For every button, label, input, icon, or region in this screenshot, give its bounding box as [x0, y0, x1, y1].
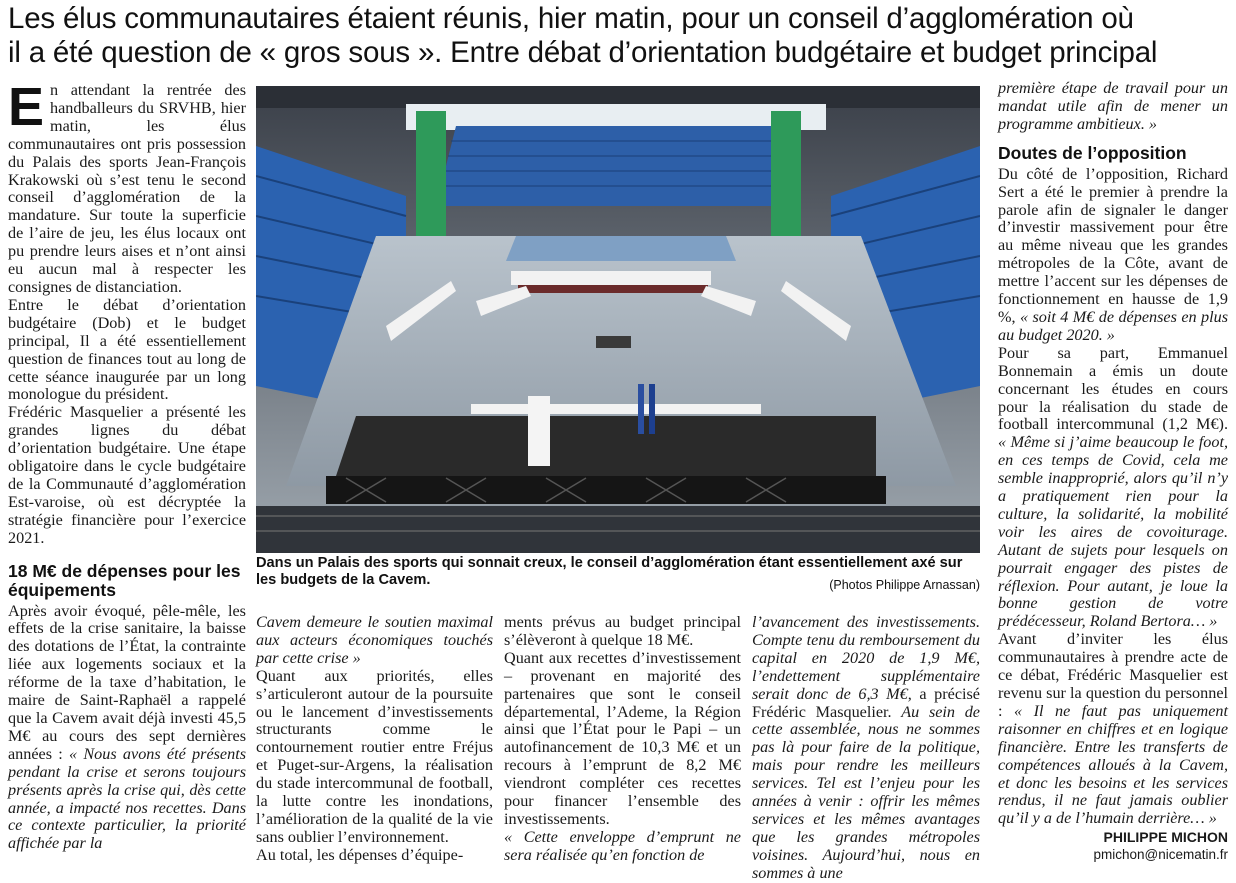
- quote-text: « soit 4 M€ de dépenses en plus au budget 2020. »: [998, 307, 1228, 344]
- paragraph: Quant aux priorités, elles s’articuleront autour de la poursuite ou le lancement d’investissements structurants comme le contournement routier entre Fréjus et Puget-sur-Argens, la réalisation du stade intercommunal de football, la lutte contre les inondations, l’amélioration de la qualité de la vie sans oublier l’environnement.: [256, 666, 493, 846]
- subheading-opposition: Doutes de l’opposition: [998, 142, 1187, 163]
- column-5: [998, 80, 1228, 864]
- headline: [8, 2, 1230, 70]
- column-3: [504, 614, 741, 865]
- lead-paragraph: [8, 77, 246, 297]
- paragraph: [8, 603, 246, 854]
- lead-text: n attendant la rentrée des handballeurs du SRVHB, hier matin, les élus communautaires ont pris possession du Palais des sports Jean-François Krakowski où s’est tenu le second conseil d’agglomération de la mandature. Sur toute la superficie de l’aire de jeu, les élus locaux ont pu prendre leurs aises et n’ont ainsi eu aucun mal à respecter les consignes de distanciation.: [8, 81, 246, 296]
- quote-paragraph: première étape de travail pour un mandat utile afin de mener un programme ambitieux. »: [998, 79, 1228, 133]
- quote-text: « Même si j’aime beaucoup le foot, en ces temps de Covid, cela me semble inapproprié, alors qu’il n’y a pratiquement rien pour la culture, la solidarité, la mobilité voir les aires de covoiturage. Autant de sujets pour lesquels on pourrait engager des pistes de réflexion. Pour autant, je loue la bonne gestion de votre prédécesseur, Roland Bertora… »: [998, 433, 1228, 631]
- paragraph-text: Du côté de l’opposition, Richard Sert a été le premier à prendre la parole afin de signaler le danger d’investir massivement pour être au même niveau que les grandes métropoles de la Côte, avant de mettre l’accent sur les dépenses de fonctionnement en hausse de 1,9 %,: [998, 164, 1228, 326]
- paragraph: Frédéric Masquelier a présenté les grandes lignes du débat d’orientation budgétaire. Une étape obligatoire dans le cycle budgétaire de la Communauté d’agglomération Est-varoise, où est décryptée la stratégie financière pour l’exercice 2021.: [8, 403, 246, 547]
- paragraph: [752, 614, 980, 883]
- drop-cap: E: [8, 77, 45, 137]
- paragraph: [998, 631, 1228, 828]
- paragraph: Quant aux recettes d’investissement – provenant en majorité des partenaires que sont le conseil départemental, l’Ademe, la Région ainsi que l’État pour le Papi – un autofinancement de 10,3 M€ et un recours à l’emprunt de 8,2 M€ viendront compléter ces recettes pour financer l’ensemble des investissements.: [504, 648, 741, 828]
- quote-text: « Il ne faut pas uniquement raisonner en chiffres et en logique financière. Entre les transferts de compétences alloués à la Cavem, et donc les besoins et les services rendus, il ne faut jamais oublier qu’il y a de l’humain derrière… »: [998, 701, 1229, 828]
- palais-des-sports-photo: [256, 86, 980, 553]
- quote-text: « Nous avons été présents pendant la crise et serons toujours présents après la crise qui, dès cette année, a impacté nos recettes. Dans ce contexte particulier, la priorité affichée par la: [8, 744, 246, 853]
- photo-caption: Dans un Palais des sports qui sonnait creux, le conseil d’agglomération étant essentiellement axé sur les budgets de la Cavem.: [256, 555, 963, 588]
- quote-paragraph: « Cette enveloppe d’emprunt ne sera réalisée qu’en fonction de: [504, 827, 741, 864]
- paragraph: Au total, les dépenses d’équipe-: [256, 845, 464, 864]
- column-1: [8, 77, 246, 853]
- headline-line-1: Les élus communautaires étaient réunis, hier matin, pour un conseil d’agglomération où: [8, 2, 1134, 35]
- author-signature: PHILIPPE MICHON: [1103, 829, 1228, 846]
- paragraph: Entre le débat d’orientation budgétaire (Dob) et le budget principal, Il a été essentiellement question de finances tout au long de cette séance inaugurée par un long monologue du président.: [8, 295, 246, 404]
- paragraph: ments prévus au budget principal s’élèveront à quelque 18 M€.: [504, 613, 741, 649]
- paragraph-text: Pour sa part, Emmanuel Bonnemain a émis un doute concernant les études en cours pour la réalisation du stade de football intercommunal (1,2 M€).: [998, 343, 1228, 434]
- paragraph-text: Avant d’inviter les élus communautaires à prendre acte de ce débat, Frédéric Masquelier est revenu sur la question du personnel :: [998, 630, 1228, 720]
- quote-text: Au sein de cette assemblée, nous ne sommes pas là pour faire de la politique, mais pour rendre les meilleurs services. Tel est l’enjeu pour les années à venir : offrir les mêmes services et les mêmes avantages que les grandes métropoles voisines. Aujourd’hui, nous en sommes à une: [752, 702, 980, 882]
- headline-line-2: il a été question de « gros sous ». Entre débat d’orientation budgétaire et budget principal: [8, 36, 1158, 69]
- quote-text: l’avancement des investissements. Compte tenu du remboursement du capital en 2020 de 1,9 M€, l’endettement supplémentaire serait donc de 6,3 M€,: [752, 613, 980, 703]
- arena-illustration: [256, 86, 980, 553]
- author-email: pmichon@nicematin.fr: [1093, 847, 1228, 863]
- column-2: [256, 614, 493, 865]
- subheading-depenses: 18 M€ de dépenses pour les équipements: [8, 560, 241, 600]
- paragraph-text: Après avoir évoqué, pêle-mêle, les effets de la crise sanitaire, la baisse des dotations de l’État, la contrainte liée aux logements sociaux et la réforme de la taxe d’habitation, le maire de Saint-Raphaël a rappelé que la Cavem avait déjà investi 45,5 M€ au cours des sept dernières années :: [8, 601, 246, 763]
- paragraph-text: a précisé Frédéric Masquelier.: [752, 684, 980, 721]
- quote-paragraph: Cavem demeure le soutien maximal aux acteurs économiques touchés par cette crise »: [256, 613, 493, 667]
- column-4: [752, 614, 980, 883]
- paragraph: [998, 166, 1228, 345]
- paragraph: [998, 345, 1228, 632]
- photo-credit: (Photos Philippe Arnassan): [829, 578, 980, 592]
